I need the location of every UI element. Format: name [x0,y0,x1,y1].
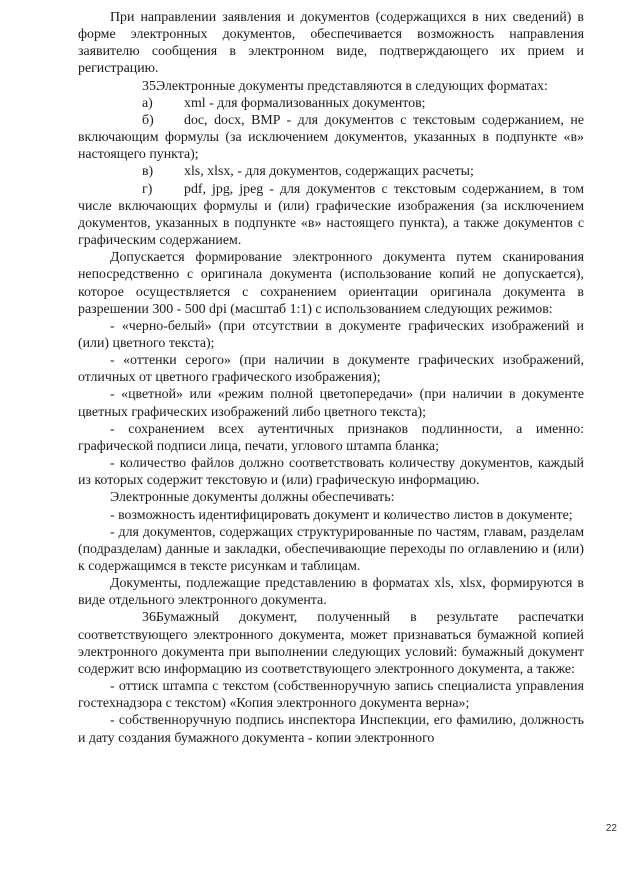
list-marker: г) [142,181,153,197]
list-marker: в) [142,164,154,180]
bullet-structured: - для документов, содержащих структурированные по частям, главам, разделам (подразделам) данные и закладки, обеспечивающие переходы по оглавлению и (или) к содержащимся в тексте рисункам и таблицам. [78,524,584,574]
list-item-a [78,95,584,112]
bullet-gray: - «оттенки серого» (при наличии в документе графических изображений, отличных от цветного графического изображения); [78,353,584,386]
bullet-stamp: - оттиск штампа с текстом (собственноручную запись специалиста управления гостехнадзора с текстом) «Копия электронного документа верна»; [78,679,584,712]
bullet-authenticity: - сохранением всех аутентичных признаков подлинности, а именно: графической подписи лица, печати, углового штампа бланка; [78,421,584,454]
clause-text: Бумажный документ, полученный в результате распечатки соответствующего электронного документа, может признаваться бумажной копией электронного документа при выполнении следующих условий: бумажный документ содержит всю информацию из соответствующего электронного документа, а также: [78,610,584,677]
paragraph-intro: При направлении заявления и документов (содержащихся в них сведений) в форме электронных документов, обеспечивается возможность направления заявителю сообщения в электронном виде, подтверждающего их прием и регистрацию. [78,10,584,77]
page-number: 22 [605,823,617,834]
list-item-v [78,163,584,180]
bullet-bw: - «черно-белый» (при отсутствии в документе графических изображений и (или) цветного текста); [78,318,584,351]
list-item-b [78,112,584,163]
list-marker: б) [142,112,154,128]
list-item-g [78,181,584,250]
list-text: xml - для формализованных документов; [184,95,426,111]
clause-number: 35. [142,78,160,94]
paragraph-scanning: Допускается формирование электронного документа путем сканирования непосредственно с оригинала документа (использование копий не допускается), которое осуществляется с сохранением ориентации оригинала документа в разрешении 300 - 500 dpi (масштаб 1:1) с использованием следующих режимов: [78,250,584,317]
bullet-signature: - собственноручную подпись инспектора Инспекции, его фамилию, должность и дату создания бумажного документа - копии электронного [78,713,584,746]
list-marker: а) [142,95,153,111]
list-text: pdf, jpg, jpeg - для документов с текстовым содержанием, в том числе включающих формулы и (или) графические изображения (за исключением документов, указанных в подпункте «в» настоящего пункта), а также документов с графическим содержанием. [78,181,584,249]
bullet-files: - количество файлов должно соответствовать количеству документов, каждый из которых содержит текстовую и (или) графическую информацию. [78,456,584,489]
bullet-identify: - возможность идентифицировать документ и количество листов в документе; [110,507,573,523]
bullet-color: - «цветной» или «режим полной цветопередачи» (при наличии в документе цветных графических изображений либо цветного текста); [78,387,584,420]
document-page [78,9,584,747]
clause-35 [78,78,584,95]
clause-text: Электронные документы представляются в следующих форматах: [156,78,548,94]
paragraph-requirements: Электронные документы должны обеспечивать: [110,490,395,506]
clause-number: 36. [142,610,160,626]
list-text: xls, xlsx, - для документов, содержащих расчеты; [184,164,474,180]
list-text: doc, docx, BMP - для документов с текстовым содержанием, не включающим формулы (за исключением документов, указанных в подпункте «в» настоящего пункта); [78,112,584,163]
paragraph-xls: Документы, подлежащие представлению в форматах xls, xlsx, формируются в виде отдельного электронного документа. [78,576,584,609]
clause-36 [78,609,584,678]
